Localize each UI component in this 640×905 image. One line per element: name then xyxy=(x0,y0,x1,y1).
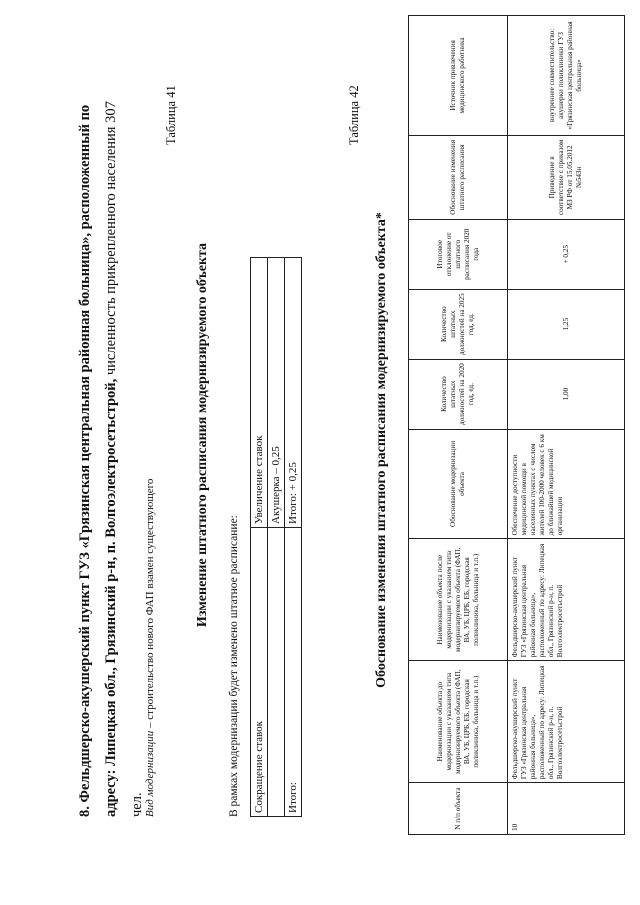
table-cell: Сокращение ставок xyxy=(251,528,268,817)
table-cell: 10 xyxy=(508,783,625,835)
column-header: Источник привлечения медицинского работника xyxy=(409,16,508,136)
table-row xyxy=(268,258,285,817)
staff-change-table xyxy=(250,257,302,817)
table-cell: + 0,25 xyxy=(508,219,625,289)
heading-normal-text: численность прикрепленного населения 307 чел. xyxy=(103,101,145,817)
table-cell: Итого: xyxy=(285,528,302,817)
table-cell: 1,25 xyxy=(508,289,625,359)
table41-label: Таблица 41 xyxy=(164,85,178,145)
table-cell: 1,00 xyxy=(508,359,625,429)
column-header: Итоговое отклонение от штатного расписания 2020 года xyxy=(409,219,508,289)
column-header: Количество штатных должностей на 2025 год, ед. xyxy=(409,289,508,359)
table41-title: Изменение штатного расписания модернизируемого объекта xyxy=(195,242,210,628)
table-row xyxy=(285,258,302,817)
section-heading xyxy=(72,87,150,817)
table41-intro: В рамках модернизации будет изменено штатное расписание: xyxy=(228,515,240,817)
column-header: Обоснование модернизации объекта xyxy=(409,429,508,539)
table-cell: Акушерка – 0,25 xyxy=(268,258,285,528)
table-cell: Приведение в соответствие с приказом МЗ РФ от 15.05.2012 №543н xyxy=(508,135,625,219)
modernization-type-text: – строительство нового ФАП взамен существующего xyxy=(144,478,156,731)
table42-label: Таблица 42 xyxy=(347,85,361,145)
table42-title: Обоснование изменения штатного расписания модернизируемого объекта* xyxy=(374,212,389,688)
table-cell: Фельдшерско-акушерский пункт ГУЗ «Грязинская центральная районная больница», расположенный по адресу: Липецкая обл., Грязинский р-н, п. Волгоэлектросетьстрой xyxy=(508,661,625,783)
column-header: Наименование объекта до модернизации с указанием типа модернизируемого объекта (ФАП, ВА, УБ, ЦРБ, ЕБ, городская поликлиника, больница и т.п.) xyxy=(409,661,508,783)
table-cell: Итого: + 0,25 xyxy=(285,258,302,528)
table-cell: Увеличение ставок xyxy=(251,258,268,528)
justification-table xyxy=(408,15,625,835)
column-header: Количество штатных должностей на 2020 год, ед. xyxy=(409,359,508,429)
table-row xyxy=(251,258,268,817)
table-cell: внутреннее совместительство: акушерки поликлиники ГУЗ «Грязинская центральная районная больница» xyxy=(508,16,625,136)
modernization-type-label: Вид модернизации xyxy=(144,730,156,817)
table-row xyxy=(508,16,625,835)
modernization-type xyxy=(144,479,156,817)
table-cell xyxy=(268,528,285,817)
table-cell: Обеспечение доступности медицинской помощи в населенных пунктах с числом жителей 100-2000 человек с 6 км до ближайшей медицинской организации xyxy=(508,429,625,539)
table-header-row xyxy=(409,16,508,835)
column-header: Наименование объекта после модернизации с указанием типа модернизируемого объекта (ФАП, ВА, УБ, ЦРБ, ЕБ, городская поликлиника, больница и т.п.) xyxy=(409,539,508,661)
column-header: Обоснование изменения штатного расписания xyxy=(409,135,508,219)
column-header: N п/п объекта xyxy=(409,783,508,835)
heading-bold-text: 8. Фельдшерско-акушерский пункт ГУЗ «Грязинская центральная районная больница», расположенный по адресу: Липецкая обл., Грязинский р-н, п. Волгоэлектросетьстрой, xyxy=(77,104,119,817)
table-cell: Фельдшерско-акушерский пункт ГУЗ «Грязинская центральная районная больница», расположенный по адресу: Липецкая обл., Грязинский р-н, п. Волгоэлектросетьстрой xyxy=(508,539,625,661)
